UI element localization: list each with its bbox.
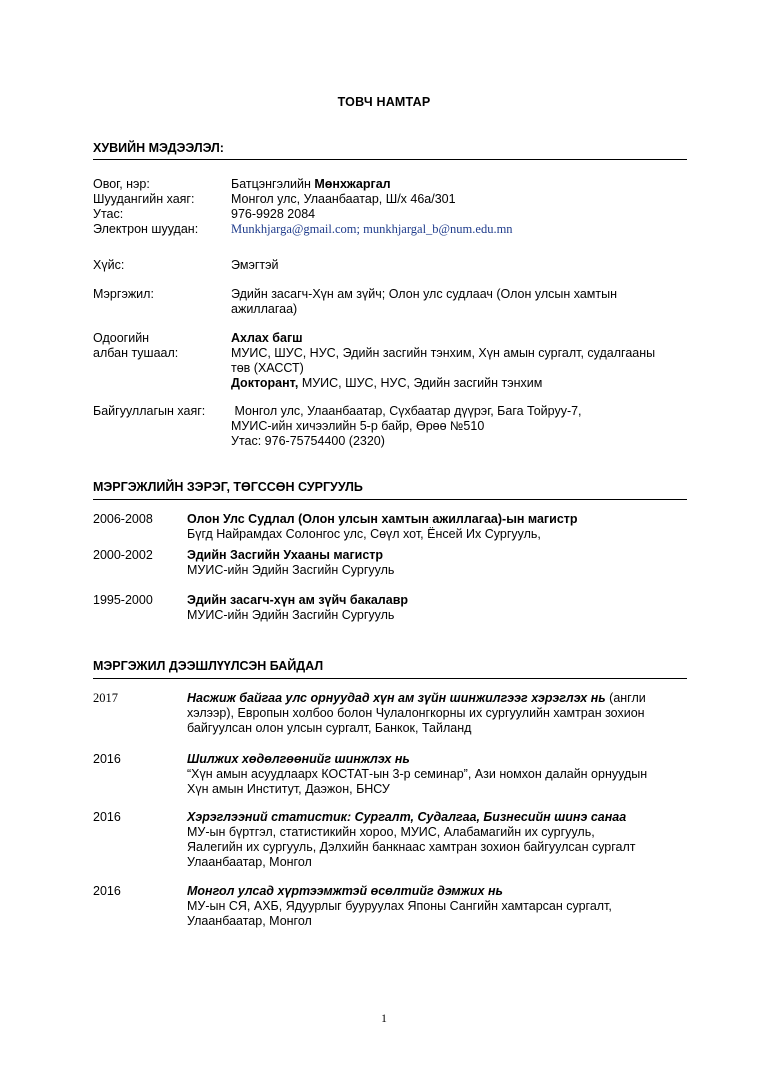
training-year: 2016	[93, 884, 121, 898]
org-address-line: Монгол улс, Улаанбаатар, Сүхбаатар дүүрэг, Бага Тойруу-7,	[231, 404, 582, 418]
training-line: Улаанбаатар, Монгол	[187, 914, 312, 928]
training-details	[187, 884, 692, 929]
training-line: Улаанбаатар, Монгол	[187, 855, 312, 869]
training-line: Хүн амын Институт, Даэжон, БНСУ	[187, 782, 390, 796]
phone-value: 976-9928 2084	[231, 207, 316, 221]
personal-info-heading: ХУВИЙН МЭДЭЭЛЭЛ:	[93, 141, 224, 155]
school-name: МУИС-ийн Эдийн Засгийн Сургууль	[187, 608, 395, 622]
address-label: Шуудангийн хаяг:	[93, 192, 195, 206]
section-divider	[93, 499, 687, 500]
training-line: МУ-ын СЯ, АХБ, Ядуурлыг бууруулах Японы Сангийн хамтарсан сургалт,	[187, 899, 612, 913]
given-name: Мөнхжаргал	[314, 177, 391, 191]
gender-value: Эмэгтэй	[231, 258, 279, 272]
training-title: Монгол улсад хүртээмжтэй өсөлтийг дэмжих нь	[187, 884, 503, 898]
training-line: “Хүн амын асуудлаарх КОСТАТ-ын 3-р семинар”, Ази номхон далайн орнуудын	[187, 767, 648, 781]
position-title: Докторант,	[231, 376, 299, 390]
training-line: хэлээр)	[187, 706, 231, 720]
name-value	[231, 177, 687, 192]
position-line: МУИС, ШУС, НУС, Эдийн засгийн тэнхим, Хүн амын сургалт, судалгааны	[231, 346, 656, 360]
training-year: 2016	[93, 752, 121, 766]
training-details	[187, 752, 692, 797]
position-title: Ахлах багш	[231, 331, 303, 345]
training-details	[187, 691, 692, 736]
document-title: ТОВЧ НАМТАР	[337, 95, 431, 109]
position-line: МУИС, ШУС, НУС, Эдийн засгийн тэнхим	[298, 376, 543, 390]
org-address-line: МУИС-ийн хичээлийн 5-р байр, Өрөө №510	[231, 419, 485, 433]
training-line: (англи	[605, 691, 646, 705]
training-line: , Европын холбоо болон Чулалонгкорны их сургуулийн хамтран зохион	[230, 706, 645, 720]
school-name: Бүгд Найрамдах Солонгос улс, Сөүл хот, Ёнсей Их Сургууль,	[187, 527, 541, 541]
section-divider	[93, 678, 687, 679]
email-label: Электрон шуудан:	[93, 222, 199, 236]
name-label: Овог, нэр:	[93, 177, 150, 191]
position-label	[93, 331, 178, 361]
degree-title: Олон Улс Судлал (Олон улсын хамтын ажиллагаа)-ын магистр	[187, 512, 578, 526]
phone-label: Утас:	[93, 207, 124, 221]
school-name: МУИС-ийн Эдийн Засгийн Сургууль	[187, 563, 395, 577]
profession-line: Эдийн засагч-Хүн ам зүйч; Олон улс судлаач (Олон улсын хамтын	[231, 287, 618, 301]
profession-value	[231, 287, 687, 317]
position-label-line: албан тушаал:	[93, 346, 179, 360]
position-label-line: Одоогийн	[93, 331, 150, 345]
page-number: 1	[381, 1013, 387, 1025]
education-details	[187, 512, 687, 542]
org-address-label: Байгууллагын хаяг:	[93, 404, 206, 418]
education-heading: МЭРГЭЖЛИЙН ЗЭРЭГ, ТӨГССӨН СУРГУУЛЬ	[93, 480, 363, 494]
training-title: Шилжих хөдөлгөөнийг шинжлэх нь	[187, 752, 410, 766]
training-details	[187, 810, 692, 870]
training-line: МУ-ын бүртгэл, статистикийн хороо, МУИС, Алабамагийн их сургууль,	[187, 825, 595, 839]
training-heading: МЭРГЭЖИЛ ДЭЭШЛҮҮЛСЭН БАЙДАЛ	[93, 659, 324, 673]
profession-line: ажиллагаа)	[231, 302, 298, 316]
org-address-value	[231, 404, 687, 449]
address-value: Монгол улс, Улаанбаатар, Ш/х 46а/301	[231, 192, 456, 206]
education-years: 1995-2000	[93, 593, 153, 607]
degree-title: Эдийн засагч-хүн ам зүйч бакалавр	[187, 593, 409, 607]
gender-label: Хүйс:	[93, 258, 125, 272]
email-link[interactable]: Munkhjarga@gmail.com; munkhjargal_b@num.edu.mn	[231, 222, 513, 236]
training-year: 2017	[93, 691, 118, 705]
training-title: Хэрэглээний статистик: Сургалт, Судалгаа, Бизнесийн шинэ санаа	[187, 810, 627, 824]
training-title: Насжиж байгаа улс орнуудад хүн ам зүйн шинжилгээг хэрэглэх нь	[187, 691, 606, 705]
training-line: Яалегийн их сургууль, Дэлхийн банкнаас хамтран зохион байгуулсан сургалт	[187, 840, 636, 854]
profession-label: Мэргэжил:	[93, 287, 154, 301]
position-value	[231, 331, 687, 391]
surname: Батцэнгэлийн	[231, 177, 311, 191]
education-years: 2006-2008	[93, 512, 153, 526]
org-address-line: Утас: 976-75754400 (2320)	[231, 434, 385, 448]
training-year: 2016	[93, 810, 121, 824]
education-years: 2000-2002	[93, 548, 153, 562]
degree-title: Эдийн Засгийн Ухааны магистр	[187, 548, 384, 562]
training-line: байгуулсан олон улсын сургалт, Банкок, Тайланд	[187, 721, 472, 735]
position-line: төв (ХАССТ)	[231, 361, 304, 375]
education-details	[187, 593, 687, 623]
section-divider	[93, 159, 687, 160]
education-details	[187, 548, 687, 578]
